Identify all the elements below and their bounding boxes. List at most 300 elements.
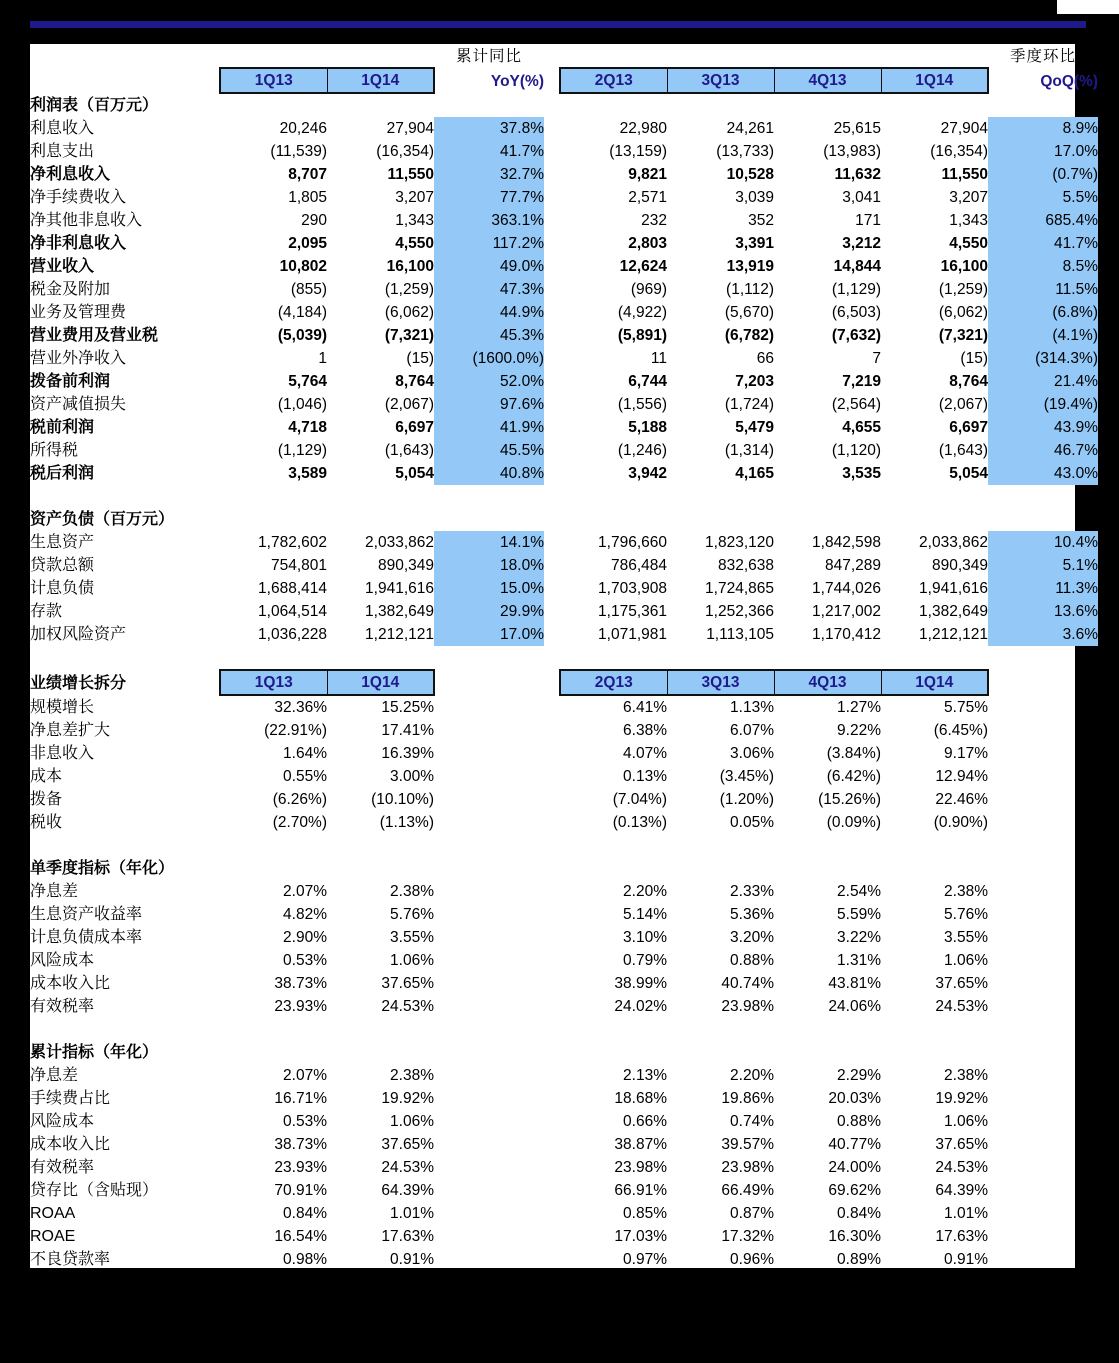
yoy-cell: [434, 1294, 544, 1317]
financial-table-body: [30, 44, 1098, 1363]
table-row: [30, 995, 1098, 1018]
qoq-cell: 13.6%: [988, 600, 1098, 623]
data-cell: (1,129): [277, 442, 327, 459]
row-label: 拨备前利润: [30, 373, 111, 390]
qoq-cell: 43.9%: [988, 416, 1098, 439]
period-header-1q14[interactable]: 1Q14: [327, 68, 434, 93]
data-cell: 182.68%: [265, 1274, 327, 1291]
data-cell: (13,983): [823, 143, 881, 160]
data-cell: 1.83%: [944, 1297, 988, 1314]
data-cell: (0.13%): [612, 814, 667, 831]
data-cell: (6.26%): [272, 791, 327, 808]
data-cell: (22.91%): [264, 722, 327, 739]
row-label: 生息资产: [30, 534, 95, 551]
qoq-cell: [988, 972, 1098, 995]
data-cell: 23.98%: [721, 1159, 774, 1176]
data-cell: 7,203: [735, 373, 774, 390]
data-cell: 1,724,865: [705, 580, 774, 597]
financial-table: [30, 44, 1098, 1363]
data-cell: (6,062): [384, 304, 434, 321]
data-cell: 16.54%: [274, 1228, 327, 1245]
qoq-cell: 8.9%: [988, 117, 1098, 140]
table-row: [30, 163, 1098, 186]
table-row: [30, 1317, 1098, 1340]
row-label: 成本收入比: [30, 975, 111, 992]
data-cell: 1,064,514: [258, 603, 327, 620]
yoy-cell: [434, 880, 544, 903]
qoq-cell: 8.5%: [988, 255, 1098, 278]
table-row: [30, 462, 1098, 485]
data-cell: 183.54%: [605, 1274, 667, 1291]
table-row: [30, 600, 1098, 623]
row-label: 利息收入: [30, 120, 95, 137]
row-label: 税后利润: [30, 465, 95, 482]
table-row: [30, 1156, 1098, 1179]
data-cell: (1,246): [617, 442, 667, 459]
yoy-cell: [434, 949, 544, 972]
qoq-cell: [988, 1179, 1098, 1202]
period-header-row: [30, 68, 1098, 93]
data-cell: 10.79%: [935, 1343, 988, 1360]
data-cell: 66: [756, 350, 774, 367]
data-cell: 2.29%: [837, 1067, 881, 1084]
data-cell: 3.10%: [623, 929, 667, 946]
data-cell: 5.59%: [837, 906, 881, 923]
row-label: 存款: [30, 603, 63, 620]
data-cell: 24.53%: [381, 998, 434, 1015]
table-row: [30, 1294, 1098, 1317]
qoq-cell: 11.3%: [988, 577, 1098, 600]
data-cell: 0.84%: [837, 1205, 881, 1222]
data-cell: 7.29%: [623, 1320, 667, 1337]
qoq-cell: (19.4%): [988, 393, 1098, 416]
section-title-row: [30, 93, 1098, 117]
yoy-cell: [434, 995, 544, 1018]
data-cell: 3,391: [735, 235, 774, 252]
row-label: 营业费用及营业税: [30, 327, 159, 344]
table-row: [30, 949, 1098, 972]
data-cell: 2,571: [628, 189, 667, 206]
data-cell: (10.10%): [371, 791, 434, 808]
row-label: 风险成本: [30, 952, 95, 969]
data-cell: 40.74%: [721, 975, 774, 992]
yoy-cell: 44.9%: [434, 301, 544, 324]
data-cell: 5.75%: [944, 699, 988, 716]
data-cell: 0.87%: [730, 1205, 774, 1222]
data-cell: 6,744: [628, 373, 667, 390]
row-label: 贷款总额: [30, 557, 95, 574]
qoq-cell: [988, 949, 1098, 972]
data-cell: 4,655: [842, 419, 881, 436]
table-row: [30, 695, 1098, 719]
data-cell: (6.45%): [933, 722, 988, 739]
qoq-cell: [988, 1110, 1098, 1133]
data-cell: 16,100: [940, 258, 988, 275]
section-title-row: [30, 508, 1098, 531]
data-cell: 24.02%: [614, 998, 667, 1015]
period-header-4q13-q[interactable]: 4Q13: [774, 68, 881, 93]
data-cell: 17.41%: [381, 722, 434, 739]
data-cell: 22,980: [619, 120, 667, 137]
data-cell: 352: [748, 212, 774, 229]
qoq-cell: [988, 695, 1098, 719]
data-cell: 5.36%: [730, 906, 774, 923]
yoy-cell: 32.7%: [434, 163, 544, 186]
period-header-1q14-growth[interactable]: 1Q14: [327, 670, 434, 695]
data-cell: (13,159): [609, 143, 667, 160]
data-cell: 5.76%: [390, 906, 434, 923]
data-cell: 847,289: [824, 557, 881, 574]
table-row: [30, 209, 1098, 232]
data-cell: 2.13%: [623, 1067, 667, 1084]
data-cell: 1.27%: [837, 699, 881, 716]
qoq-cell: (0.7%): [988, 163, 1098, 186]
row-label: 拨备/贷款总额: [30, 1297, 131, 1314]
data-cell: 9.17%: [944, 745, 988, 762]
data-cell: 4,550: [395, 235, 434, 252]
yoy-cell: 47.3%: [434, 278, 544, 301]
period-header-2q13-growth-q[interactable]: 2Q13: [560, 670, 667, 695]
qoq-cell: (4.1%): [988, 324, 1098, 347]
data-cell: 37.65%: [381, 975, 434, 992]
data-cell: 2.20%: [730, 1067, 774, 1084]
qoq-cell: [988, 788, 1098, 811]
data-cell: 290: [301, 212, 327, 229]
data-cell: 1.31%: [837, 952, 881, 969]
yoy-cell: 363.1%: [434, 209, 544, 232]
row-label: 资产减值损失: [30, 396, 127, 413]
data-cell: 6.38%: [623, 722, 667, 739]
qoq-cell: 5.1%: [988, 554, 1098, 577]
data-cell: 3,207: [395, 189, 434, 206]
data-cell: 171: [855, 212, 881, 229]
data-cell: 4.07%: [623, 745, 667, 762]
spacer-row: [30, 1018, 1098, 1041]
table-row: [30, 1087, 1098, 1110]
data-cell: (6,062): [938, 304, 988, 321]
data-cell: 1,382,649: [365, 603, 434, 620]
qoq-cell: [988, 1202, 1098, 1225]
table-row: [30, 1225, 1098, 1248]
table-row: [30, 1248, 1098, 1271]
data-cell: 7,219: [842, 373, 881, 390]
yoy-cell: 45.3%: [434, 324, 544, 347]
data-cell: 5,188: [628, 419, 667, 436]
data-cell: 0.85%: [623, 1205, 667, 1222]
section-title-row: [30, 1041, 1098, 1064]
data-cell: 1,941,616: [919, 580, 988, 597]
table-row: [30, 393, 1098, 416]
data-cell: 9,821: [628, 166, 667, 183]
yoy-cell: (1600.0%): [434, 347, 544, 370]
data-cell: 2.90%: [283, 929, 327, 946]
data-cell: 1.06%: [390, 952, 434, 969]
table-row: [30, 742, 1098, 765]
data-cell: 186.02%: [712, 1274, 774, 1291]
table-row: [30, 186, 1098, 209]
row-label: 有效税率: [30, 1159, 95, 1176]
row-label: 净手续费收入: [30, 189, 127, 206]
row-label: 手续费占比: [30, 1090, 111, 1107]
data-cell: 1.06%: [944, 1113, 988, 1130]
row-label: 营业外净收入: [30, 350, 127, 367]
data-cell: (6.42%): [826, 768, 881, 785]
data-cell: (15): [406, 350, 434, 367]
data-cell: 17.63%: [935, 1228, 988, 1245]
qoq-cell: [988, 903, 1098, 926]
data-cell: (0.09%): [826, 814, 881, 831]
table-row: [30, 788, 1098, 811]
spacer-row: [30, 834, 1098, 857]
data-cell: 6,697: [395, 419, 434, 436]
yoy-cell: 29.9%: [434, 600, 544, 623]
period-header-1q13[interactable]: 1Q13: [220, 68, 327, 93]
data-cell: 1: [318, 350, 327, 367]
data-cell: (6,782): [724, 327, 774, 344]
data-cell: 5,479: [735, 419, 774, 436]
period-header-1q14-growth-q[interactable]: 1Q14: [881, 670, 988, 695]
data-cell: (7,321): [384, 327, 434, 344]
table-row: [30, 811, 1098, 834]
row-label: ROAE: [30, 1228, 76, 1245]
row-label: 计息负债: [30, 580, 95, 597]
data-cell: 3,039: [735, 189, 774, 206]
data-cell: 38.87%: [614, 1136, 667, 1153]
financial-sheet: [30, 44, 1098, 1360]
data-cell: 19.92%: [935, 1090, 988, 1107]
data-cell: (1,556): [617, 396, 667, 413]
data-cell: 0.88%: [837, 1113, 881, 1130]
yoy-cell: 117.2%: [434, 232, 544, 255]
data-cell: 6.07%: [730, 722, 774, 739]
row-label: 不良贷款率: [30, 1251, 111, 1268]
yoy-cell: 18.0%: [434, 554, 544, 577]
data-cell: 3,207: [949, 189, 988, 206]
qoq-cell: [988, 1271, 1098, 1294]
row-label: 有效税率: [30, 998, 95, 1015]
table-row: [30, 972, 1098, 995]
data-cell: (16,354): [376, 143, 434, 160]
data-cell: 2.07%: [283, 1067, 327, 1084]
yoy-cell: 15.0%: [434, 577, 544, 600]
data-cell: (6,503): [831, 304, 881, 321]
qoq-cell: [988, 1225, 1098, 1248]
table-row: [30, 577, 1098, 600]
yoy-cell: [434, 1271, 544, 1294]
data-cell: 201.54%: [926, 1274, 988, 1291]
period-header-3q13-growth-q[interactable]: 3Q13: [667, 670, 774, 695]
data-cell: 64.39%: [935, 1182, 988, 1199]
table-row: [30, 232, 1098, 255]
yoy-cell: 77.7%: [434, 186, 544, 209]
data-cell: 25,615: [833, 120, 881, 137]
data-cell: 0.55%: [283, 768, 327, 785]
yoy-cell: [434, 1133, 544, 1156]
data-cell: 3,212: [842, 235, 881, 252]
table-row: [30, 880, 1098, 903]
row-label: 计息负债成本率: [30, 929, 143, 946]
data-cell: 6.41%: [623, 699, 667, 716]
qoq-cell: [988, 1133, 1098, 1156]
period-header-3q13-q[interactable]: 3Q13: [667, 68, 774, 93]
table-row: [30, 255, 1098, 278]
data-cell: (2.70%): [272, 814, 327, 831]
data-cell: 8.70%: [944, 1320, 988, 1337]
data-cell: 11: [650, 350, 667, 367]
data-cell: (0.90%): [933, 814, 988, 831]
row-label: 利息支出: [30, 143, 95, 160]
table-row: [30, 1179, 1098, 1202]
table-row: [30, 117, 1098, 140]
period-header-4q13-growth-q[interactable]: 4Q13: [774, 670, 881, 695]
data-cell: (15.26%): [818, 791, 881, 808]
data-cell: 1.06%: [944, 952, 988, 969]
data-cell: 20.03%: [828, 1090, 881, 1107]
row-label: 成本收入比: [30, 1136, 111, 1153]
data-cell: 10,802: [279, 258, 327, 275]
qoq-cell: [988, 1248, 1098, 1271]
qoq-cell: [988, 1064, 1098, 1087]
table-row: [30, 765, 1098, 788]
data-cell: 70.91%: [274, 1182, 327, 1199]
data-cell: 3,041: [842, 189, 881, 206]
data-cell: 0.84%: [283, 1205, 327, 1222]
data-cell: 39.57%: [721, 1136, 774, 1153]
qoq-cell: [988, 1340, 1098, 1363]
yoy-cell: 14.1%: [434, 531, 544, 554]
data-cell: 1,805: [288, 189, 327, 206]
yoy-cell: 52.0%: [434, 370, 544, 393]
row-label: 税金及附加: [30, 281, 111, 298]
data-cell: 786,484: [610, 557, 667, 574]
data-cell: 0.88%: [730, 952, 774, 969]
table-row: [30, 1133, 1098, 1156]
data-cell: 0.98%: [283, 1251, 327, 1268]
period-header-1q13-growth[interactable]: 1Q13: [220, 670, 327, 695]
data-cell: 1,343: [395, 212, 434, 229]
data-cell: 1,941,616: [365, 580, 434, 597]
data-cell: 16.39%: [381, 745, 434, 762]
qoq-cell: 46.7%: [988, 439, 1098, 462]
yoy-cell: [434, 811, 544, 834]
qoq-cell: 685.4%: [988, 209, 1098, 232]
data-cell: 4.82%: [283, 906, 327, 923]
qoq-cell: 17.0%: [988, 140, 1098, 163]
data-cell: (4,922): [617, 304, 667, 321]
data-cell: 3.00%: [390, 768, 434, 785]
qoq-cell: 11.5%: [988, 278, 1098, 301]
yoy-cell: 41.7%: [434, 140, 544, 163]
data-cell: 1.78%: [283, 1297, 327, 1314]
yoy-cell: [434, 742, 544, 765]
data-cell: 27,904: [940, 120, 988, 137]
data-cell: 18.68%: [614, 1090, 667, 1107]
row-label: 非息收入: [30, 745, 95, 762]
data-cell: 1,782,602: [258, 534, 327, 551]
data-cell: 1.83%: [390, 1297, 434, 1314]
data-cell: 0.91%: [390, 1251, 434, 1268]
table-row: [30, 531, 1098, 554]
data-cell: (1,259): [938, 281, 988, 298]
data-cell: 43.81%: [828, 975, 881, 992]
yoy-column-header: YoY(%): [490, 73, 544, 90]
data-cell: 5,054: [949, 465, 988, 482]
qoq-cell: [988, 926, 1098, 949]
table-row: [30, 347, 1098, 370]
data-cell: 1,744,026: [812, 580, 881, 597]
data-cell: 69.62%: [828, 1182, 881, 1199]
qoq-cell: (314.3%): [988, 347, 1098, 370]
yoy-cell: 45.5%: [434, 439, 544, 462]
row-label: 生息资产收益率: [30, 906, 143, 923]
yoy-cell: [434, 1317, 544, 1340]
data-cell: 1.01%: [944, 1205, 988, 1222]
data-cell: (7,321): [938, 327, 988, 344]
data-cell: (5,891): [617, 327, 667, 344]
row-label: ROAA: [30, 1205, 76, 1222]
data-cell: 0.53%: [283, 1113, 327, 1130]
period-header-2q13-q[interactable]: 2Q13: [560, 68, 667, 93]
yoy-cell: [434, 765, 544, 788]
data-cell: 16.71%: [274, 1090, 327, 1107]
data-cell: 1,071,981: [598, 626, 667, 643]
table-row: [30, 1110, 1098, 1133]
data-cell: 24.00%: [828, 1159, 881, 1176]
data-cell: 24.53%: [935, 1159, 988, 1176]
data-cell: 11,632: [834, 166, 881, 183]
data-cell: 3.20%: [730, 929, 774, 946]
yoy-cell: [434, 1202, 544, 1225]
table-row: [30, 324, 1098, 347]
yoy-cell: [434, 719, 544, 742]
data-cell: (1,259): [384, 281, 434, 298]
data-cell: (1.13%): [379, 814, 434, 831]
data-cell: 8,764: [395, 373, 434, 390]
data-cell: (1,724): [724, 396, 774, 413]
section-title: 业绩增长拆分: [30, 675, 127, 692]
yoy-cell: [434, 1156, 544, 1179]
data-cell: 3,942: [628, 465, 667, 482]
section-title: 累计指标（年化）: [30, 1044, 159, 1061]
yoy-cell: [434, 1179, 544, 1202]
table-row: [30, 1202, 1098, 1225]
table-row: [30, 301, 1098, 324]
data-cell: 1,036,228: [258, 626, 327, 643]
row-label: 税收: [30, 814, 63, 831]
data-cell: 0.97%: [623, 1251, 667, 1268]
data-cell: 0.74%: [730, 1113, 774, 1130]
data-cell: 6,697: [949, 419, 988, 436]
group-header-row: [30, 44, 1098, 68]
data-cell: 11,550: [941, 166, 988, 183]
data-cell: 232: [641, 212, 667, 229]
data-cell: 1.79%: [837, 1297, 881, 1314]
data-cell: 23.98%: [721, 998, 774, 1015]
data-cell: 1,823,120: [705, 534, 774, 551]
period-header-1q14-q[interactable]: 1Q14: [881, 68, 988, 93]
row-label: 营业收入: [30, 258, 95, 275]
yoy-cell: [434, 1087, 544, 1110]
qoq-cell: [988, 719, 1098, 742]
data-cell: 9.22%: [837, 722, 881, 739]
data-cell: 38.73%: [274, 975, 327, 992]
data-cell: 40.77%: [828, 1136, 881, 1153]
spacer-row: [30, 646, 1098, 670]
data-cell: 12.94%: [935, 768, 988, 785]
data-cell: 1.01%: [390, 1205, 434, 1222]
data-cell: 2.38%: [944, 883, 988, 900]
data-cell: 23.93%: [274, 1159, 327, 1176]
